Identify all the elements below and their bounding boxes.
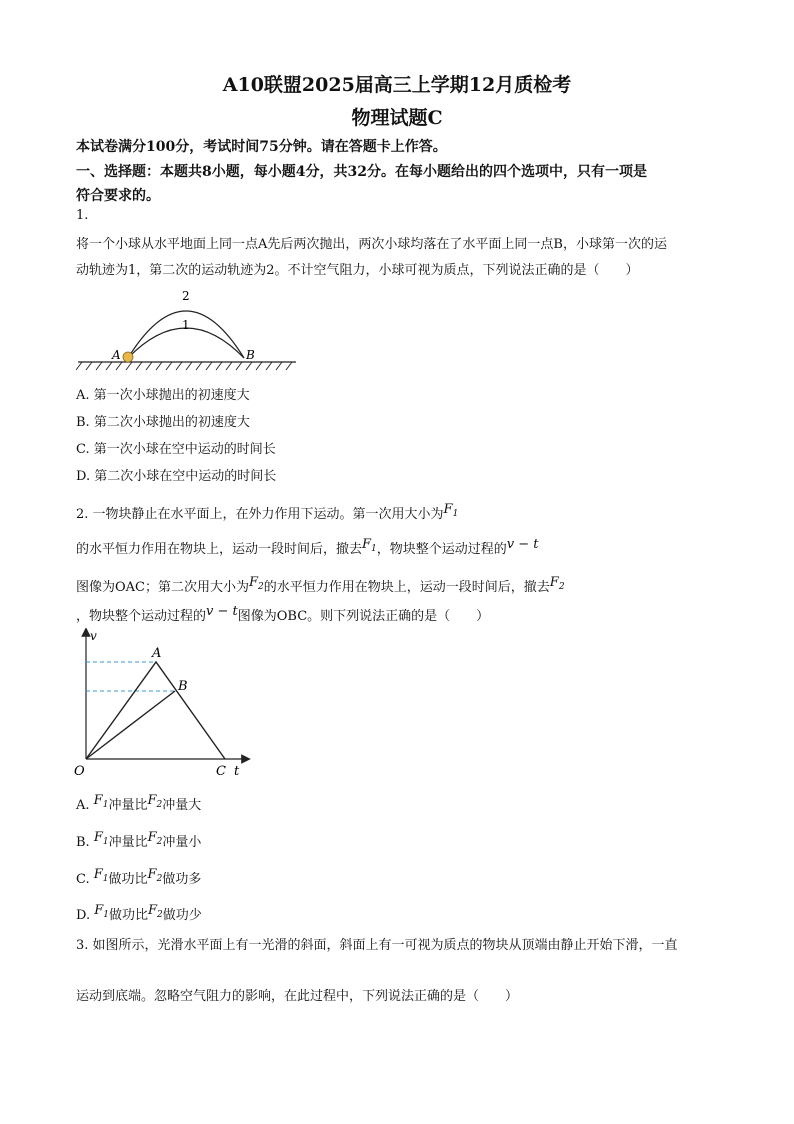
q1-number: 1. (76, 208, 89, 223)
q1-trajectory-figure (76, 282, 300, 374)
q3-stem-line1: 3. 如图所示，光滑水平面上有一光滑的斜面，斜面上有一可视为质点的物块从顶端由静止开始下滑，一直 (76, 938, 678, 953)
label-O: O (74, 764, 85, 779)
q2-option-a: A. $F_1$冲量比$F_2$冲量大 (76, 793, 202, 813)
exam-intro: 本试卷满分100分，考试时间75分钟。请在答题卡上作答。 (76, 139, 447, 155)
q2-stem-line2: 的水平恒力作用在物块上，运动一段时间后，撤去$F_1$，物块整个运动过程的v − t (76, 537, 539, 557)
q1-option-b: B. 第二次小球抛出的初速度大 (76, 415, 250, 430)
label-trajectory-2: 2 (182, 289, 190, 303)
ground-hatching (76, 362, 292, 370)
q2-option-b: B. $F_1$冲量比$F_2$冲量小 (76, 830, 202, 850)
path-OB (86, 691, 175, 759)
label-A: A (112, 348, 121, 362)
section-heading-line2: 符合要求的。 (76, 188, 160, 204)
q2-vt-graph (74, 628, 254, 780)
label-B: B (178, 679, 188, 694)
path-OAC (86, 662, 225, 759)
label-C: C (216, 764, 226, 779)
label-A: A (152, 646, 162, 661)
q2-stem-line3: 图像为OAC；第二次用大小为$F_2$的水平恒力作用在物块上，运动一段时间后，撤去$F_2$ (76, 575, 565, 595)
exam-subtitle: 物理试题C (351, 107, 443, 129)
q1-option-c: C. 第一次小球在空中运动的时间长 (76, 442, 276, 457)
q2-option-d: D. $F_1$做功比$F_2$做功少 (76, 903, 202, 923)
label-B: B (246, 348, 255, 362)
q2-stem-line4: ，物块整个运动过程的v − t图像为OBC。则下列说法正确的是（ ） (76, 604, 490, 624)
axis-label-t: t (234, 764, 240, 779)
q1-stem-line1: 将一个小球从水平地面上同一点A先后两次抛出，两次小球均落在了水平面上同一点B，小球第一次的运 (76, 237, 667, 252)
section-heading-line1: 一、选择题：本题共8小题，每小题4分，共32分。在每小题给出的四个选项中，只有一项是 (76, 164, 647, 180)
ball-icon (123, 352, 133, 362)
trajectory-1 (128, 328, 244, 358)
q1-option-a: A. 第一次小球抛出的初速度大 (76, 388, 250, 403)
label-trajectory-1: 1 (182, 318, 190, 332)
q1-stem-line2: 动轨迹为1，第二次的运动轨迹为2。不计空气阻力，小球可视为质点，下列说法正确的是（ ） (76, 263, 639, 278)
exam-title: A10联盟2025届高三上学期12月质检考 (222, 74, 572, 96)
q2-option-c: C. $F_1$做功比$F_2$做功多 (76, 867, 202, 887)
q1-option-d: D. 第二次小球在空中运动的时间长 (76, 469, 277, 484)
axis-label-v: v (90, 629, 97, 643)
q3-stem-line2: 运动到底端。忽略空气阻力的影响，在此过程中，下列说法正确的是（ ） (76, 989, 519, 1004)
q2-stem-line1: 2. 一物块静止在水平面上，在外力作用下运动。第一次用大小为$F_1$ (76, 502, 459, 522)
